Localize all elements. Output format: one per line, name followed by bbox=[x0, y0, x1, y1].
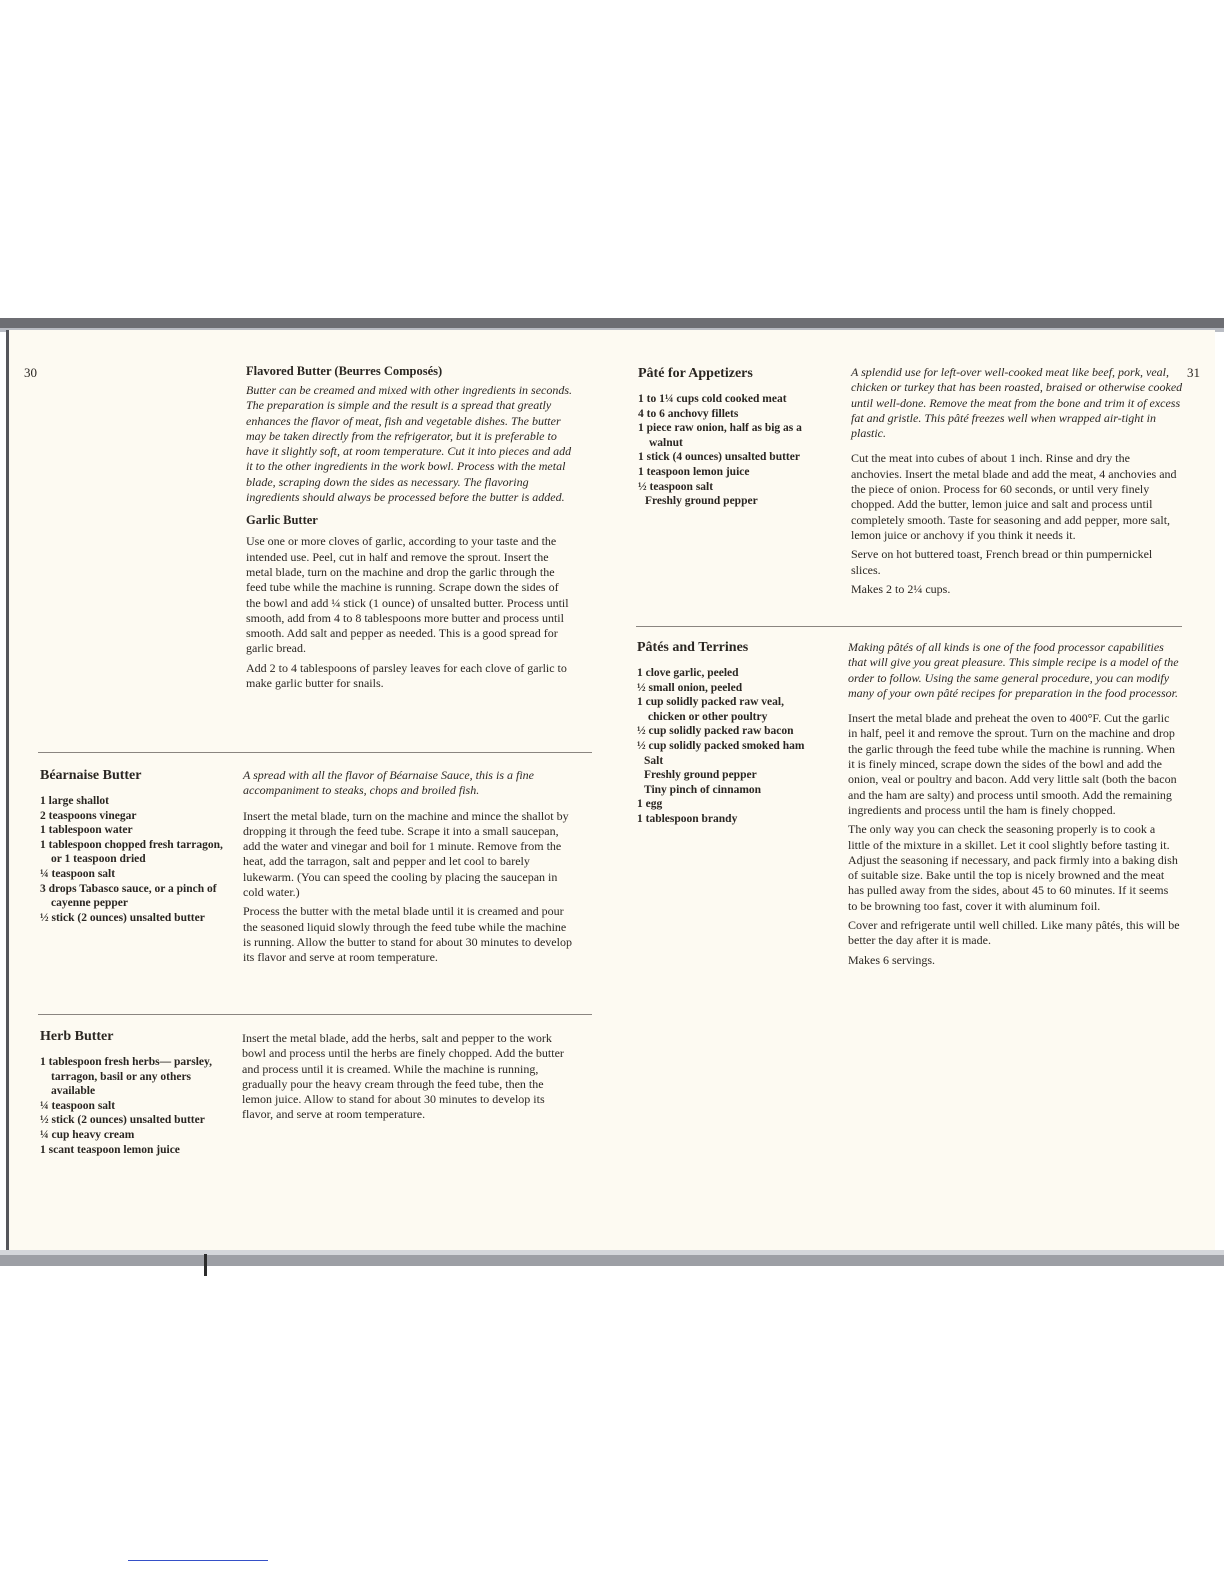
ingredient: ½ stick (2 ounces) unsalted butter bbox=[40, 911, 205, 924]
flavored-butter-title: Flavored Butter (Beurres Composés) bbox=[246, 364, 443, 378]
bearnaise-text-1: Insert the metal blade, turn on the machine and mince the shallot by dropping it through the feed tube. Scrape it into a small saucepan, add the water and vinegar and boil for 1 minute. Remove from the heat, add the tarragon, salt and pepper and let cool to barely lukewarm. (You can speed the cooling by placing the saucepan in cold water.) bbox=[243, 808, 569, 900]
pate-appetizers-title: Pâté for Appetizers bbox=[638, 366, 753, 381]
herb-text-1: Insert the metal blade, add the herbs, salt and pepper to the work bowl and process until the herbs are finely chopped. Add the butter and process until it is creamed. While the machine is running, gradually pour the heavy cream through the feed tube, then the lemon juice. Allow to stand for about 30 minutes to develop its flavor, and serve at room temperature. bbox=[242, 1031, 564, 1122]
ingredient: Freshly ground pepper bbox=[644, 769, 757, 782]
ingredient: 1 tablespoon brandy bbox=[637, 812, 738, 825]
pate-text-1: Cut the meat into cubes of about 1 inch. Rinse and dry the anchovies. Insert the metal blade and add the meat, 4 anchovies and the piece of onion. Process for 60 seconds, or until very finely chopped. Add the butter, lemon juice and salt and process until completely smooth. Taste for seasoning and add pepper, more salt, lemon juice or anchovy if you think it needs it. bbox=[851, 451, 1177, 542]
ingredient: 1 tablespoon fresh herbs— parsley, tarragon, basil or any others available bbox=[40, 1056, 212, 1098]
ingredient: ½ small onion, peeled bbox=[637, 681, 743, 694]
pate-method-block bbox=[851, 365, 1183, 597]
ingredient: 1 piece raw onion, half as big as a walnut bbox=[638, 422, 802, 449]
herb-method-block bbox=[242, 1031, 576, 1123]
ingredient: Salt bbox=[644, 754, 664, 767]
page-number-left: 30 bbox=[24, 365, 37, 380]
ingredient: 1 large shallot bbox=[40, 795, 109, 807]
page-number-right: 31 bbox=[1187, 365, 1200, 380]
divider-right-1 bbox=[636, 626, 1182, 627]
terrines-method-block bbox=[848, 640, 1180, 968]
herb-ingredient-list bbox=[40, 1055, 224, 1157]
ingredient: ½ stick (2 ounces) unsalted butter bbox=[40, 1114, 205, 1127]
ingredient: 1 scant teaspoon lemon juice bbox=[40, 1143, 180, 1156]
bearnaise-ingredient-list bbox=[40, 794, 224, 925]
ingredient: 1 cup solidly packed raw veal, chicken or other poultry bbox=[637, 696, 784, 723]
ingredient: 3 drops Tabasco sauce, or a pinch of cayenne pepper bbox=[40, 882, 217, 910]
ingredient: ½ cup solidly packed smoked ham bbox=[637, 739, 805, 752]
pate-ingredient-list bbox=[638, 392, 824, 509]
ingredient: ½ teaspoon salt bbox=[638, 480, 714, 493]
ingredient: ¼ teaspoon salt bbox=[40, 867, 116, 880]
scanner-top-edge bbox=[0, 318, 1224, 328]
terrines-text-1: Insert the metal blade and preheat the oven to 400°F. Cut the garlic in half, peel it and remove the sprout. Turn on the machine and drop the garlic through the feed tube while the machine is running. When it is finely minced, scrape down the sides of the bowl and add the onion, veal or poultry and bacon. Add very little salt (both the bacon and the ham are salty) and process until smooth. Add the remaining ingredients and process until the ham is finely chopped. bbox=[848, 711, 1177, 817]
pate-intro: A splendid use for left-over well-cooked meat like beef, pork, veal, chicken or turkey that has been roasted, braised or otherwise cooked until well-done. Remove the meat from the bone and trim it of excess fat and gristle. This pâté freezes well when wrapped air-tight in plastic. bbox=[851, 365, 1183, 441]
bearnaise-text-2: Process the butter with the metal blade until it is creamed and pour the seasoned liquid slowly through the feed tube while the machine is running. Allow the butter to stand for about 30 minutes to develop its flavor and serve at room temperature. bbox=[243, 904, 572, 965]
scanner-bottom-edge-light bbox=[0, 1250, 1224, 1255]
bearnaise-ingredients-block bbox=[40, 768, 224, 925]
flavored-butter-section bbox=[246, 364, 576, 691]
ingredient: ¼ cup heavy cream bbox=[40, 1128, 135, 1141]
blue-underline-mark bbox=[128, 1560, 268, 1561]
ingredient: 1 teaspoon lemon juice bbox=[638, 465, 750, 478]
pate-ingredients-block bbox=[638, 366, 824, 509]
pate-text-2: Serve on hot buttered toast, French bread or thin pumpernickel slices. bbox=[851, 547, 1153, 577]
ingredient: 4 to 6 anchovy fillets bbox=[638, 407, 739, 420]
bearnaise-butter-title: Béarnaise Butter bbox=[40, 768, 142, 783]
ingredient: Tiny pinch of cinnamon bbox=[644, 783, 762, 796]
garlic-butter-title: Garlic Butter bbox=[246, 513, 318, 528]
ingredient: 1 tablespoon water bbox=[40, 824, 133, 837]
scanner-bottom-mark bbox=[204, 1254, 207, 1276]
ingredient: 1 stick (4 ounces) unsalted butter bbox=[638, 451, 800, 464]
ingredient: ¼ teaspoon salt bbox=[40, 1099, 116, 1112]
divider-left-2 bbox=[38, 1014, 592, 1015]
herb-butter-title: Herb Butter bbox=[40, 1029, 114, 1044]
ingredient: 1 to 1¼ cups cold cooked meat bbox=[638, 393, 787, 405]
terrines-text-2: The only way you can check the seasoning properly is to cook a little of the mixture in a skillet. Let it cool slightly before tasting it. Adjust the seasoning if necessary, and pack firmly into a baking dish of suitable size. Bake until the top is nicely browned and the meat has pulled away from the sides, about 45 to 60 minutes. If it seems to be browning too fast, cover it with aluminum foil. bbox=[848, 822, 1178, 913]
terrines-yield: Makes 6 servings. bbox=[848, 952, 935, 967]
terrines-ingredients-block bbox=[637, 640, 823, 827]
garlic-butter-text-2: Add 2 to 4 tablespoons of parsley leaves for each clove of garlic to make garlic butter for snails. bbox=[246, 660, 567, 691]
ingredient: Freshly ground pepper bbox=[645, 495, 758, 508]
flavored-butter-intro: Butter can be creamed and mixed with other ingredients in seconds. The preparation is simple and the result is a spread that greatly enhances the flavor of meat, fish and vegetable dishes. The butter may be taken directly from the refrigerator, but it is preferable to have it slightly soft, at room temperature. Cut it into pieces and add it to the other ingredients in the work bowl. Process with the metal blade, scraping down the sides as necessary. The flavoring ingredients should always be processed before the butter is added. bbox=[246, 383, 573, 505]
ingredient: 1 clove garlic, peeled bbox=[637, 667, 739, 679]
pate-yield: Makes 2 to 2¼ cups. bbox=[851, 581, 951, 596]
ingredient: 2 teaspoons vinegar bbox=[40, 809, 137, 822]
divider-left-1 bbox=[38, 752, 592, 753]
ingredient: 1 tablespoon chopped fresh tarragon, or 1 teaspoon dried bbox=[40, 838, 223, 866]
garlic-butter-text-1: Use one or more cloves of garlic, according to your taste and the intended use. Peel, cut in half and remove the sprout. Insert the metal blade, turn on the machine and drop the garlic through the feed tube while the machine is running. Scrape down the sides of the bowl and add ¼ stick (1 ounce) of unsalted butter. Process until smooth, add from 4 to 8 tablespoons more butter and process until smooth. Add salt and pepper as needed. This is a good spread for garlic bread. bbox=[246, 534, 569, 656]
terrines-ingredient-list bbox=[637, 666, 823, 827]
terrines-intro: Making pâtés of all kinds is one of the food processor capabilities that will give you great pleasure. This simple recipe is a model of the order to follow. Using the same general procedure, you can modify many of your own pâté recipes for preparation in the food processor. bbox=[848, 640, 1179, 700]
ingredient: 1 egg bbox=[637, 798, 663, 811]
ingredient: ½ cup solidly packed raw bacon bbox=[637, 725, 794, 738]
bearnaise-intro: A spread with all the flavor of Béarnaise Sauce, this is a fine accompaniment to steaks, chops and broiled fish. bbox=[243, 768, 534, 798]
pates-terrines-title: Pâtés and Terrines bbox=[637, 640, 749, 655]
herb-ingredients-block bbox=[40, 1029, 224, 1157]
bearnaise-method-block bbox=[243, 768, 577, 966]
terrines-text-3: Cover and refrigerate until well chilled. Like many pâtés, this will be better the day after it is made. bbox=[848, 918, 1180, 948]
